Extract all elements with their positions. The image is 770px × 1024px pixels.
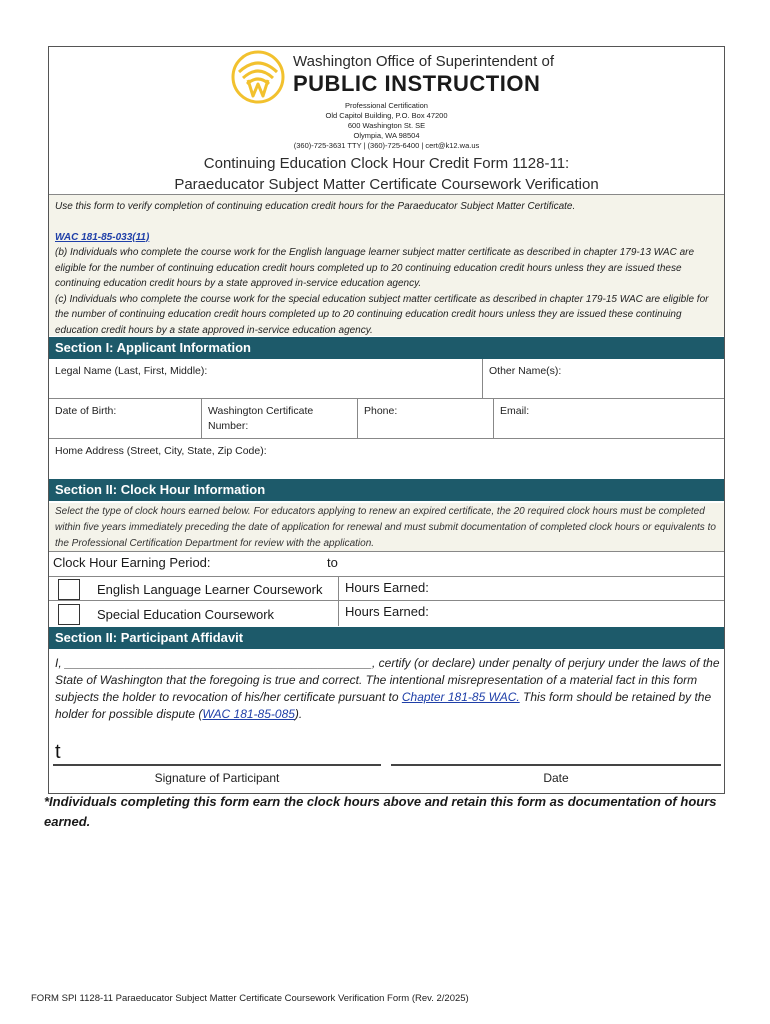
legal-name-field[interactable] [49,359,483,399]
cert-number-label: Washington Certificate Number: [208,405,314,432]
other-names-label: Other Name(s): [489,365,562,377]
wac-reference-link[interactable]: WAC 181-85-033(11) [55,231,150,243]
ell-label: English Language Learner Coursework [97,582,323,597]
phone-field[interactable] [358,399,494,439]
sped-checkbox[interactable] [58,604,80,625]
clock-hour-form [48,46,725,794]
legal-name-label: Legal Name (Last, First, Middle): [55,365,208,377]
home-address-label: Home Address (Street, City, State, Zip Code): [55,445,267,457]
intro-para-c: (c) Individuals who complete the course work for the special education subject matter certificate as described in chapter 179-15 WAC are eligible for the number of continuing education credit hours completed up to 20 continuing education credit hours unless they are issued these continuing education credit hours by a state approved in-service education agency. [55,293,709,336]
affidavit-statement-end: ). [294,707,303,721]
earning-period-to: to [327,555,338,570]
home-address-field[interactable] [49,439,724,479]
earning-period-label: Clock Hour Earning Period: [53,555,211,570]
section1-header: Section I: Applicant Information [49,337,724,359]
sped-hours-field[interactable] [339,601,724,626]
retention-note: *Individuals completing this form earn the clock hours above and retain this form as documentation of hours earned. [44,794,717,829]
email-label: Email: [500,405,530,417]
org-name-line2: PUBLIC INSTRUCTION [293,71,541,96]
other-names-field[interactable] [483,359,724,399]
intro-panel [49,194,724,336]
affidavit-statement: I, ______________________________________________, certify (or declare) under penalty of perjury under the laws of the State of Washington that the foregoing is true and correct. The intentional misrepresentation of a material fact in this form subjects the holder to revocation of his/her certificate pursuant to [55,656,720,704]
section2-description: Select the type of clock hours earned below. For educators applying to renew an expired certificate, the 20 required clock hours must be completed within five years immediately preceding the date of application for renewal and must submit documentation of completed clock hours or equivalents to the Professional Certification Department for review with the application. [49,503,724,552]
ell-checkbox[interactable] [58,579,80,600]
section2-header: Section II: Clock Hour Information [49,479,724,501]
ospi-logo-icon [231,50,285,104]
address-line: 600 Washington St. SE [347,121,426,130]
signature-line[interactable] [53,764,381,766]
signature-label: Signature of Participant [154,771,280,785]
chapter-wac-link[interactable]: Chapter 181-85 WAC. [401,690,520,704]
sped-hours-label: Hours Earned: [345,604,429,619]
form-subtitle: Paraeducator Subject Matter Certificate Coursework Verification [174,176,599,193]
form-header [49,47,724,194]
intro-purpose: Use this form to verify completion of continuing education credit hours for the Paraeducator Subject Matter Certificate. [55,201,576,212]
form-footer: FORM SPI 1128-11 Paraeducator Subject Matter Certificate Coursework Verification Form (Rev. 2/2025) [31,993,469,1004]
address-line: Old Capitol Building, P.O. Box 47200 [325,111,448,120]
intro-para-b: (b) Individuals who complete the course work for the English language learner subject matter certificate as described in chapter 179-13 WAC are eligible for the number of continuing education credit hours completed up to 20 continuing education credit hours unless they are issued these continuing education credit hours by a state approved in-service education agency. [55,247,695,289]
dob-label: Date of Birth: [55,405,117,417]
affidavit-statement-cont: This form should be retained by the holder for possible dispute ( [55,690,712,721]
date-line[interactable] [391,764,721,766]
address-line: (360)-725-3631 TTY | (360)-725-6400 | cert@k12.wa.us [293,141,480,150]
ell-hours-label: Hours Earned: [345,580,429,595]
section3-header: Section II: Participant Affidavit [49,627,724,649]
affidavit-text [55,655,720,723]
email-field[interactable] [494,399,724,439]
signature-mark: t [55,741,61,763]
org-name-line1: Washington Office of Superintendent of [293,53,554,70]
wac-085-link[interactable]: WAC 181-85-085 [202,707,295,721]
cert-number-field[interactable] [202,399,358,439]
form-title: Continuing Education Clock Hour Credit Form 1128-11: [203,155,570,172]
phone-label: Phone: [364,405,398,417]
ell-hours-field[interactable] [339,577,724,601]
date-label: Date [543,771,569,785]
address-line: Olympia, WA 98504 [353,131,420,140]
earning-period-row [49,553,724,577]
address-line: Professional Certification [345,101,428,110]
dob-field[interactable] [49,399,202,439]
sped-label: Special Education Coursework [97,607,275,622]
